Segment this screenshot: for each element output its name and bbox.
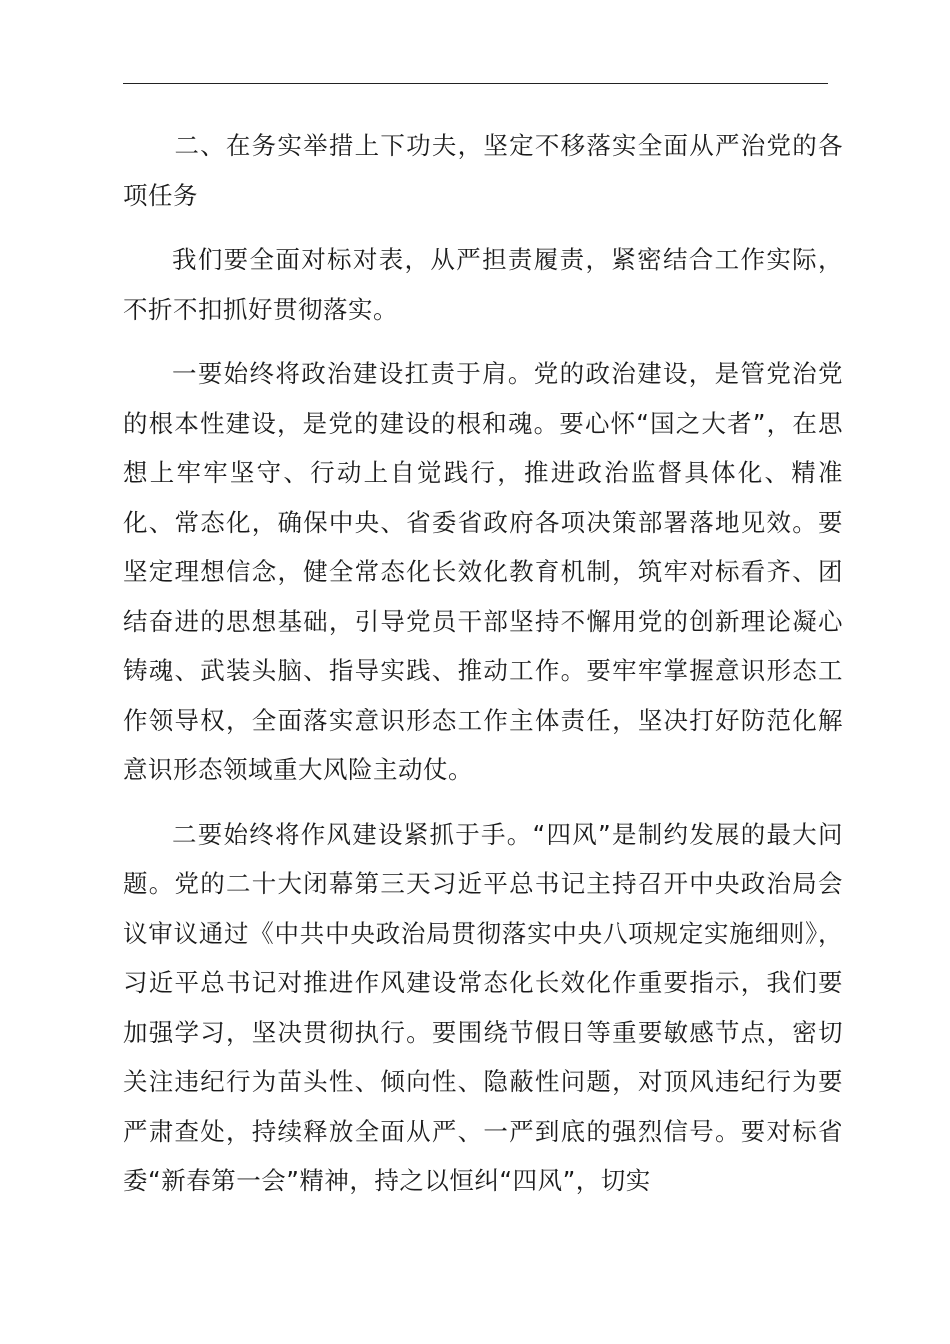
paragraph-work-style: 二要始终将作风建设紧抓于手。“四风”是制约发展的最大问题。党的二十大闭幕第三天习近平总书记主持召开中央政治局会议审议通过《中共中央政治局贯彻落实中央八项规定实施细则》，习近平总书记对推进作风建设常态化长效化作重要指示，我们要加强学习，坚决贯彻执行。要围绕节假日等重要敏感节点，密切关注违纪行为苗头性、倾向性、隐蔽性问题，对顶风违纪行为要严肃查处，持续释放全面从严、一严到底的强烈信号。要对标省委“新春第一会”精神，持之以恒纠“四风”，切实	[123, 819, 843, 1195]
paragraph-intro: 我们要全面对标对表，从严担责履责，紧密结合工作实际，不折不扣抓好贯彻落实。	[123, 245, 843, 324]
header-rule	[123, 83, 828, 84]
section-heading: 二、在务实举措上下功夫，坚定不移落实全面从严治党的各项任务	[123, 131, 843, 210]
document-body	[123, 121, 843, 1221]
paragraph-political-building: 一要始终将政治建设扛责于肩。党的政治建设，是管党治党的根本性建设，是党的建设的根和魂。要心怀“国之大者”，在思想上牢牢坚守、行动上自觉践行，推进政治监督具体化、精准化、常态化，确保中央、省委省政府各项决策部署落地见效。要坚定理想信念，健全常态化长效化教育机制，筑牢对标看齐、团结奋进的思想基础，引导党员干部坚持不懈用党的创新理论凝心铸魂、武装头脑、指导实践、推动工作。要牢牢掌握意识形态工作领导权，全面落实意识形态工作主体责任，坚决打好防范化解意识形态领域重大风险主动仗。	[123, 359, 843, 784]
